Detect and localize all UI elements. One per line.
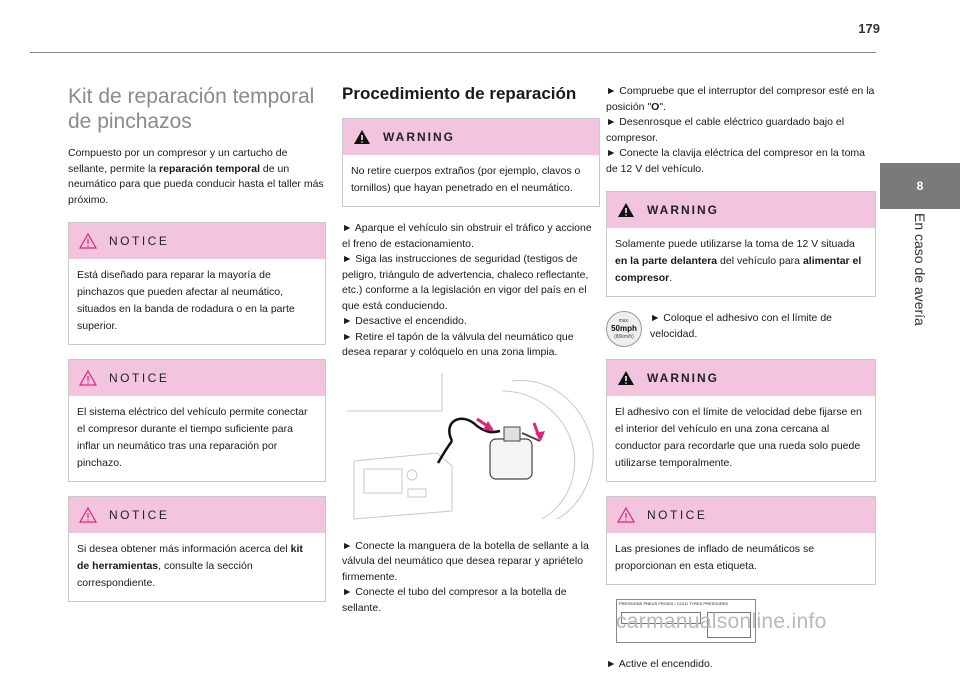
watermark: carmanualsonline.info (616, 610, 827, 633)
notice-triangle-icon (617, 507, 635, 523)
notice-text (69, 533, 325, 601)
notice-header (607, 497, 875, 533)
notice-text-end: , consulte la sección correspondiente. (77, 560, 253, 589)
notice-box-3 (68, 496, 326, 602)
step-item: ► Aparque el vehículo sin obstruir el tráfico y accione el freno de estacionamiento. (342, 222, 592, 250)
notice-triangle-icon (79, 507, 97, 523)
notice-text: Está diseñado para reparar la mayoría de pinchazos que pueden afectar al neumático, situados en la banda de rodadura o en la parte superior. (77, 269, 295, 332)
notice-label: NOTICE (109, 371, 170, 385)
intro-text-end: de un neumático para que pueda conducir hasta el taller más próximo. (68, 162, 324, 206)
step-item: ► Active el encendido. (606, 658, 713, 670)
column-2 (342, 84, 600, 616)
warning-box-2 (606, 191, 876, 297)
step-item: ► Desenrosque el cable eléctrico guardado bajo el compresor. (606, 116, 845, 144)
step-item (606, 84, 876, 115)
speed-limit-step (606, 311, 876, 347)
section-title-procedure: Procedimiento de reparación (342, 84, 577, 103)
notice-triangle-icon (79, 233, 97, 249)
warning-label: WARNING (647, 203, 719, 217)
warning-bold-2: alimentar el compresor (615, 255, 862, 284)
step-item: ► Desactive el encendido. (342, 315, 467, 327)
warning-text-mid: del vehículo para (717, 255, 803, 267)
notice-label: NOTICE (647, 508, 708, 522)
procedure-steps-a (342, 221, 600, 361)
warning-triangle-icon (353, 129, 371, 145)
step-item: ► Coloque el adhesivo con el límite de velocidad. (650, 312, 832, 340)
intro-bold: reparación temporal (159, 162, 260, 175)
repair-kit-illustration (342, 371, 600, 521)
speed-badge-line-3: (80km/h) (614, 334, 634, 340)
step-text: ► Compruebe que el interruptor del compresor esté en la posición " (606, 85, 875, 113)
notice-text: Las presiones de inflado de neumáticos se proporcionan en esta etiqueta. (615, 543, 815, 572)
warning-text (607, 228, 875, 296)
notice-text: El sistema eléctrico del vehículo permite conectar el compresor durante el tiempo suficiente para inflar un neumático tras una reparación por pinchazo. (77, 406, 308, 469)
title-line-2: de pinchazos (68, 110, 192, 133)
step-bold: O (651, 100, 660, 113)
column-3 (606, 84, 876, 673)
chapter-label-area (880, 209, 960, 349)
page-number: 179 (858, 21, 880, 36)
section-title-kit (68, 84, 326, 134)
chapter-number: 8 (916, 179, 924, 193)
warning-text-start: Solamente puede utilizarse la toma de 12 V situada (615, 238, 855, 250)
procedure-steps-b (342, 539, 600, 617)
compressor-tire-drawing (342, 371, 600, 521)
intro-text: Compuesto por un compresor y un cartucho de sellante, permite la (68, 147, 288, 175)
notice-text-start: Si desea obtener más información acerca del (77, 543, 291, 555)
warning-box-1 (342, 118, 600, 207)
tire-label-title: PRESSIONS PNEUS FROIDS / COLD TYRES PRESSURES (619, 601, 729, 606)
warning-triangle-icon (617, 370, 635, 386)
step-item: ► Siga las instrucciones de seguridad (testigos de peligro, triángulo de advertencia, chaleco reflectante, etc.) conforme a la legislación en vigor del país en el que está conduciendo. (342, 253, 589, 312)
notice-header (69, 360, 325, 396)
header-divider (30, 52, 876, 53)
step-item: ► Conecte el tubo del compresor a la botella de sellante. (342, 586, 567, 614)
speed-badge-line-2: 50mph (611, 324, 637, 333)
step-item: ► Conecte la manguera de la botella de sellante a la válvula del neumático que desea reparar y apriételo firmemente. (342, 539, 589, 583)
procedure-steps-c (606, 84, 876, 177)
notice-header (69, 497, 325, 533)
speed-limit-sticker-icon (606, 311, 642, 347)
warning-text-end: . (669, 272, 673, 284)
speed-badge-line-1: max. (618, 318, 630, 324)
warning-triangle-icon (617, 202, 635, 218)
title-line-1: Kit de reparación temporal (68, 85, 315, 108)
notice-box-1 (68, 222, 326, 345)
warning-label: WARNING (647, 371, 719, 385)
notice-box-4 (606, 496, 876, 585)
warning-text: El adhesivo con el límite de velocidad debe fijarse en el interior del vehículo en una zona cercana al conductor para recordarle que una rueda solo puede utilizarse temporalmente. (615, 406, 862, 469)
intro-paragraph (68, 146, 326, 208)
chapter-label: En caso de avería (912, 213, 928, 326)
warning-text: No retire cuerpos extraños (por ejemplo, clavos o tornillos) que hayan penetrado en el neumático. (351, 165, 581, 194)
warning-bold-1: en la parte delantera (615, 255, 718, 267)
notice-label: NOTICE (109, 234, 170, 248)
step-text-end: ". (659, 100, 666, 113)
warning-header (607, 192, 875, 228)
warning-label: WARNING (383, 130, 455, 144)
chapter-tab[interactable] (880, 163, 960, 209)
notice-header (69, 223, 325, 259)
warning-box-3 (606, 359, 876, 482)
step-item: ► Retire el tapón de la válvula del neumático que desea reparar y colóquelo en una zona limpia. (342, 330, 574, 358)
step-item: ► Conecte la clavija eléctrica del compresor en la toma de 12 V del vehículo. (606, 147, 866, 175)
warning-header (343, 119, 599, 155)
notice-bold: kit de herramientas (77, 543, 303, 572)
notice-box-2 (68, 359, 326, 482)
notice-triangle-icon (79, 370, 97, 386)
column-1 (68, 84, 326, 616)
warning-header (607, 360, 875, 396)
notice-label: NOTICE (109, 508, 170, 522)
